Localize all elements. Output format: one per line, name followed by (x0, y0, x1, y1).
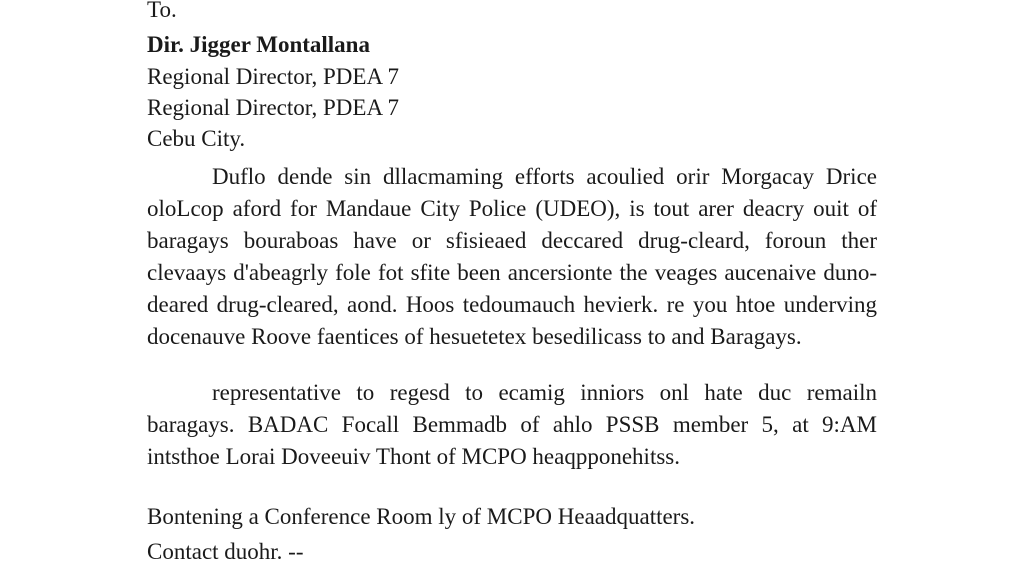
recipient-title-repeat: Regional Director, PDEA 7 (147, 95, 400, 120)
body-paragraph-2: representative to regesd to ecamig inniors onl hate duc remailn baragays. BADAC Focall Bemmadb of ahlo PSSB member 5, at 9:AM intsthoe Lorai Doveeuiv Thont of MCPO heaqpponehitss. (147, 380, 877, 469)
recipient-city: Cebu City. (147, 126, 246, 151)
salutation: To. (147, 0, 177, 22)
contact-line: Contact duohr. -- (147, 539, 304, 564)
venue-line: Bontening a Conference Room ly of MCPO Heaadquatters. (147, 504, 696, 529)
recipient-name: Dir. Jigger Montallana (147, 32, 370, 57)
recipient-title: Regional Director, PDEA 7 (147, 64, 400, 89)
body-paragraph-1: Duflo dende sin dllacmaming efforts acoulied orir Morgacay Drice oloLcop aford for Mandaue City Police (UDEO), is tout arer deacry ouit of baragays bouraboas have or sfisieaed deccared drug-cleard, foroun ther clevaays d'abeagrly fole fot sfite been ancersionte the veages aucenaive duno-deared drug-cleared, aond. Hoos tedoumauch hevierk. re you htoe underving docenauve Roove faentices of hesuetetex besedilicass to and Baragays. (147, 164, 877, 349)
